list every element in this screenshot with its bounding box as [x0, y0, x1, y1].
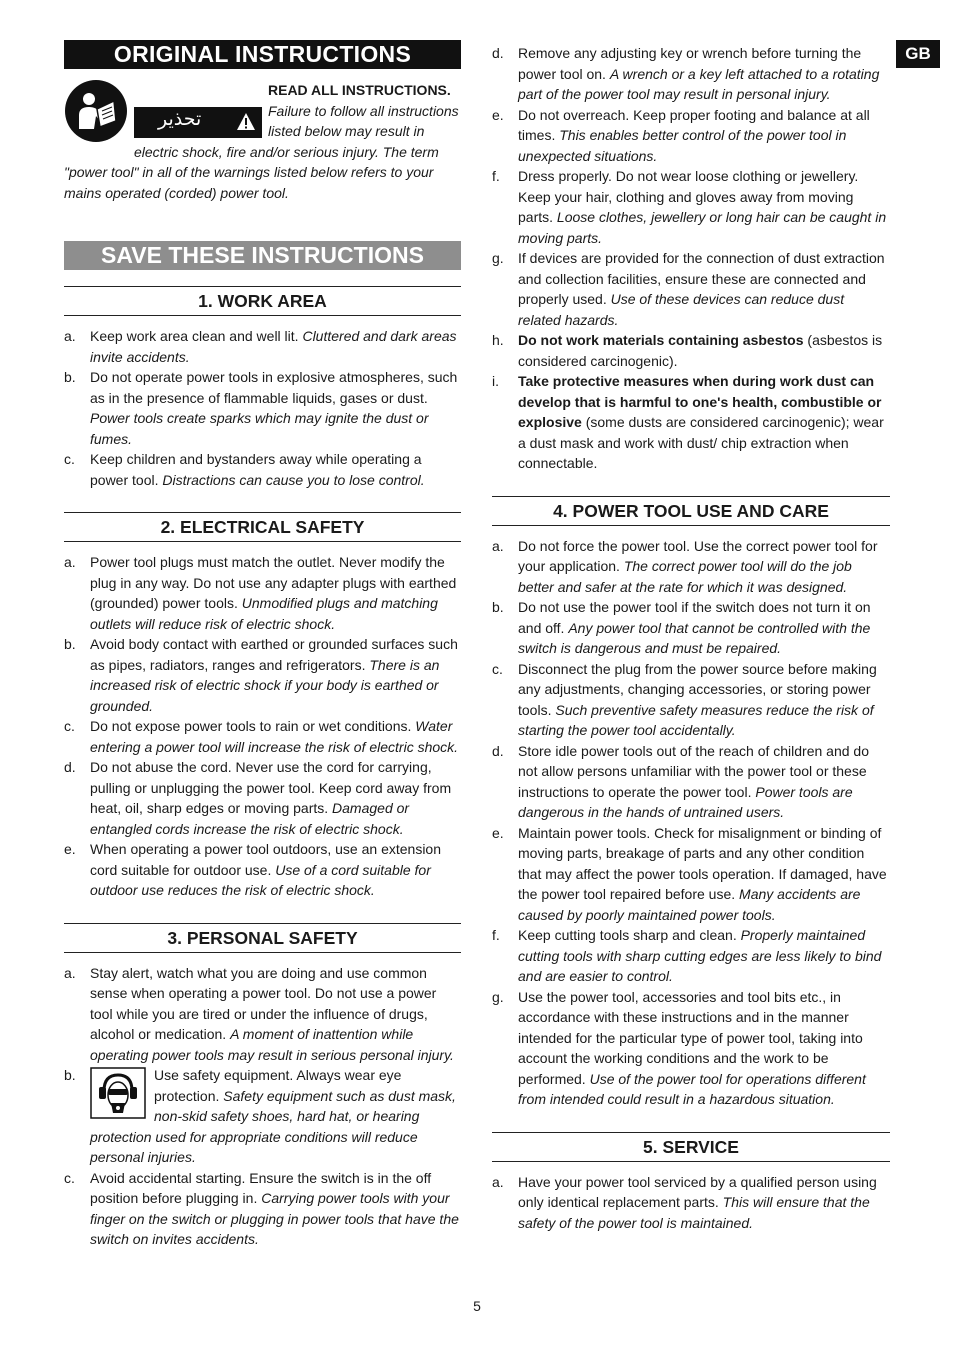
list-item: e. Do not overreach. Keep proper footing and balance at all times. This enables better control of the power tool in unexpected situations.	[492, 106, 870, 164]
section-heading-service: 5. SERVICE	[492, 1132, 890, 1162]
list-item: c. Avoid accidental starting. Ensure the switch is in the off position before plugging in. Carrying power tools with your finger on the switch or plugging in power tools that have the switch on invites accidents.	[64, 1169, 459, 1247]
page-number: 5	[473, 1298, 481, 1314]
list-item: f. Dress properly. Do not wear loose clothing or jewellery. Keep your hair, clothing and gloves away from moving parts. Loose clothes, jewellery or long hair can be caught in moving parts.	[492, 168, 887, 246]
read-manual-icon	[64, 79, 128, 143]
list-item: a. Power tool plugs must match the outlet. Never modify the plug in any way. Do not use any adapter plugs with earthed (grounded) power tools. Unmodified plugs and matching outlets will reduce risk of electric shock.	[64, 554, 457, 632]
language-tab: GB	[896, 40, 940, 68]
list-item: c. Disconnect the plug from the power source before making any adjustments, changing accessories, or storing power tools. Such preventive safety measures reduce the risk of starting the power tool accidentally.	[492, 660, 877, 738]
section-heading-work-area: 1. WORK AREA	[64, 286, 461, 316]
right-column	[492, 40, 890, 1233]
section-heading-personal: 3. PERSONAL SAFETY	[64, 923, 461, 953]
safety-equipment-icon	[90, 1067, 146, 1119]
list-item: b. Do not use the power tool if the switch does not turn it on and off. Any power tool that cannot be controlled with the switch is dangerous and must be repaired.	[492, 599, 871, 656]
list-item: b. Use safety equipment. Always wear eye protection. Safety equipment such as dust mask, non-skid safety shoes, hard hat, or hearing protection used for appropriate conditions will reduce personal injuries.	[64, 1067, 456, 1165]
list-item: f. Keep cutting tools sharp and clean. Properly maintained cutting tools with sharp cutting edges are less likely to bind and are easier to control.	[492, 927, 882, 984]
tool-use-list	[492, 536, 890, 1110]
list-item: a. Have your power tool serviced by a qualified person using only identical replacement parts. This will ensure that the safety of the power tool is maintained.	[492, 1173, 877, 1231]
section-heading-tool-use: 4. POWER TOOL USE AND CARE	[492, 496, 890, 526]
list-item: i. Take protective measures when during work dust can develop that is harmful to one's health, combustible or explosive (some dusts are considered carcinogenic); wear a dust mask and work with dust/ chip extraction when connectable.	[492, 373, 884, 471]
list-item: c. Keep children and bystanders away while operating a power tool. Distractions can cause you to lose control.	[64, 451, 425, 488]
personal-list	[64, 963, 461, 1250]
list-item: h. Do not work materials containing asbestos (asbestos is considered carcinogenic).	[492, 332, 883, 369]
list-item: d. Remove any adjusting key or wrench before turning the power tool on. A wrench or a key left attached to a rotating part of the power tool may result in personal injury.	[492, 45, 880, 102]
list-item: d. Do not abuse the cord. Never use the cord for carrying, pulling or unplugging the power tool. Keep cord away from heat, oil, sharp edges or moving parts. Damaged or entangled cords increase the risk of electric shock.	[64, 759, 452, 837]
list-item: e. Maintain power tools. Check for misalignment or binding of moving parts, breakage of parts and any other condition that may affect the power tools operation. If damaged, have the power tool repaired before use. Many accidents are caused by poorly maintained power tools.	[492, 824, 887, 923]
left-column	[64, 40, 461, 1250]
service-list	[492, 1172, 890, 1234]
intro-block	[64, 79, 461, 203]
page-title: ORIGINAL INSTRUCTIONS	[64, 40, 461, 69]
warning-triangle-icon	[236, 112, 256, 131]
list-item: g. If devices are provided for the connection of dust extraction and collection facilities, ensure these are connected and properly used. Use of these devices can reduce dust related hazards.	[492, 250, 885, 328]
list-item: c. Do not expose power tools to rain or wet conditions. Water entering a power tool will increase the risk of electric shock.	[64, 718, 459, 755]
list-item: g. Use the power tool, accessories and tool bits etc., in accordance with these instructions and in the manner intended for the particular type of power tool, taking into account the working conditions and the work to be performed. Use of the power tool for operations different from intended could result in a hazardous situation.	[492, 988, 866, 1107]
list-item: a. Stay alert, watch what you are doing and use common sense when operating a power tool. Do not use a power tool while you are tired or under the influence of drugs, alcohol or medication. A moment of inattention while operating power tools may result in serious personal injury.	[64, 964, 454, 1063]
personal-list-continued	[492, 43, 890, 474]
read-all-heading: READ ALL INSTRUCTIONS.	[268, 82, 451, 98]
intro-text: Failure to follow all instructions listed below may result in electric shock, fire and/or serious injury. The term "power tool" in all of the warnings listed below refers to your mains operated (corded) power tool.	[64, 102, 459, 201]
warning-badge-text: تحذير	[158, 108, 202, 130]
list-item: b. Do not operate power tools in explosive atmospheres, such as in the presence of flammable liquids, gases or dust. Power tools create sparks which may ignite the dust or fumes.	[64, 369, 458, 447]
list-item: d. Store idle power tools out of the reach of children and do not allow persons unfamiliar with the power tool or these instructions to operate the power tool. Power tools are dangerous in the hands of untrained users.	[492, 742, 869, 820]
list-item: a. Keep work area clean and well lit. Cluttered and dark areas invite accidents.	[64, 328, 457, 365]
warning-badge	[134, 107, 262, 138]
list-item: e. When operating a power tool outdoors, use an extension cord suitable for outdoor use. Use of a cord suitable for outdoor use reduces the risk of electric shock.	[64, 841, 442, 898]
list-item: a. Do not force the power tool. Use the correct power tool for your application. The correct power tool will do the job better and safer at the rate for which it was designed.	[492, 537, 878, 595]
work-area-list	[64, 326, 461, 490]
section-heading-electrical: 2. ELECTRICAL SAFETY	[64, 512, 461, 542]
save-instructions-banner: SAVE THESE INSTRUCTIONS	[64, 241, 461, 270]
electrical-list	[64, 552, 461, 901]
list-item: b. Avoid body contact with earthed or grounded surfaces such as pipes, radiators, ranges and refrigerators. There is an increased risk of electric shock if your body is earthed or grounded.	[64, 636, 458, 714]
